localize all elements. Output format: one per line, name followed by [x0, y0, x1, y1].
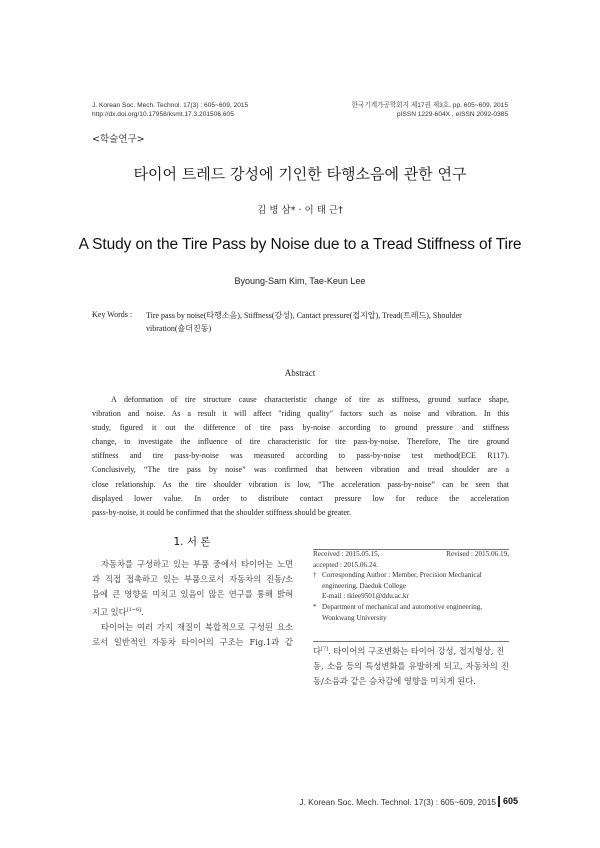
corresponding-affiliation: engineering, Daeduk College	[322, 581, 407, 590]
title-korean: 타이어 트레드 강성에 기인한 타행소음에 관한 연구	[133, 165, 467, 183]
keywords-line-1: Tire pass by noise(타행소음), Stiffness(강성), Cantact pressure(접지압), Tread(트레드), Shoulder	[146, 311, 462, 320]
citation-ref[interactable]: [1~6]	[126, 606, 142, 613]
department-university: Wonkwang University	[322, 613, 387, 622]
corresponding-author: Corresponding Author : Member, Precision Mechanical	[322, 571, 482, 580]
intro-line: 타이어는 여러 가지 재질이 복합적으로 구성된 요소	[101, 621, 293, 632]
abstract-body	[92, 393, 509, 520]
section-heading-introduction: 1. 서 론	[173, 536, 211, 548]
category-label: <학술연구>	[92, 134, 145, 145]
title-english: A Study on the Tire Pass by Noise due to a Tread Stiffness of Tire	[78, 236, 522, 253]
abstract-line: close relationship. As the tire shoulder vibration is low, “The acceleration pass-by-noise” can be seen that	[92, 479, 509, 489]
abstract-line: displayed lower value. In order to distribute contact pressure low for reduce the acceleration	[92, 493, 509, 503]
department-mark: *	[313, 602, 317, 611]
intro-line: 로서 일반적인 자동차 타이어의 구조는 Fig.1과 같	[92, 636, 293, 647]
intro-line: 음에 큰 영향을 미치고 있음이 많은 연구를 통해 밝혀	[92, 589, 293, 600]
keywords-line-2: vibration(숄더진동)	[146, 324, 212, 333]
abstract-line: stiffness and tire pass-by-noise was measured according to pass-by-noise test method(ECE R117).	[92, 451, 509, 461]
introduction-left-column	[92, 557, 293, 650]
department-line: Department of mechanical and automotive engineering,	[322, 602, 483, 611]
footer-citation: J. Korean Soc. Mech. Technol. 17(3) : 605~609, 2015	[299, 797, 496, 807]
intro-right-line: 동/소음과 같은 승차감에 영향을 미치게 된다.	[313, 676, 476, 687]
revised-date: Revised : 2015.06.19,	[446, 550, 509, 558]
corresponding-email[interactable]: E-mail : tklee9501@ddu.ac.kr	[322, 592, 409, 601]
abstract-line: pass-by-noise, it could be confirmed that the shoulder stiffness should be greater.	[92, 507, 352, 517]
doi-link[interactable]: http://dx.doi.org/10.17958/ksmt.17.3.201506.605	[92, 111, 234, 118]
authors-english: Byoung-Sam Kim, Tae-Keun Lee	[234, 276, 366, 286]
journal-citation-header: J. Korean Soc. Mech. Technol. 17(3) : 605~609, 2015	[92, 102, 249, 109]
abstract-line: study, figured it out the difference of tire pass by-noise according to ground pressure and stiffness	[92, 423, 509, 433]
accepted-date: accepted : 2015.06.24.	[313, 560, 378, 569]
intro-period: .	[141, 606, 144, 617]
keywords-label: Key Words :	[92, 310, 133, 319]
introduction-right-column	[313, 642, 509, 689]
intro-line: 지고 있다	[92, 606, 127, 617]
footnote-box	[313, 549, 509, 623]
journal-korean-header: 한국기계가공학회지 제17권 제3호, pp. 605~609, 2015	[351, 102, 508, 109]
intro-right-line: 다	[313, 645, 322, 656]
received-date: Received : 2015.05.15,	[313, 550, 380, 558]
abstract-line: vibration and noise. As a result it will affect "riding quality" factors such as noise and vibration. In this	[92, 409, 509, 419]
corresponding-mark: †	[313, 571, 317, 580]
intro-line: 자동차를 구성하고 있는 부품 중에서 타이어는 노면	[101, 559, 293, 569]
abstract-line: change, to investigate the influence of tire characteristic for tire pass-by-noise. Therefore, The tire ground	[92, 437, 509, 447]
footer-divider	[498, 796, 500, 807]
abstract-line: Conclusively, “The tire pass by noise” was confirmed that between vibration and tread shoulder are a	[92, 465, 509, 475]
abstract-line: A deformation of tire structure cause characteristic change of tire as stiffness, ground surface shape,	[111, 395, 509, 404]
abstract-heading: Abstract	[284, 368, 316, 378]
intro-right-line: 동, 소음 등의 특성변화를 유발하게 되고, 자동차의 진	[313, 660, 509, 671]
issn-header: pISSN 1229-604X , eISSN 2092-0385	[396, 111, 508, 118]
page-number: 605	[503, 796, 519, 806]
intro-line: 과 직접 접촉하고 있는 부품으로서 자동차의 진동/소	[92, 574, 293, 585]
authors-korean: 김 병 삼* · 이 태 근†	[257, 205, 343, 216]
intro-right-line: . 타이어의 구조변화는 타이어 강성, 접지형상, 진	[328, 645, 505, 656]
citation-ref[interactable]: [7]	[321, 646, 329, 652]
